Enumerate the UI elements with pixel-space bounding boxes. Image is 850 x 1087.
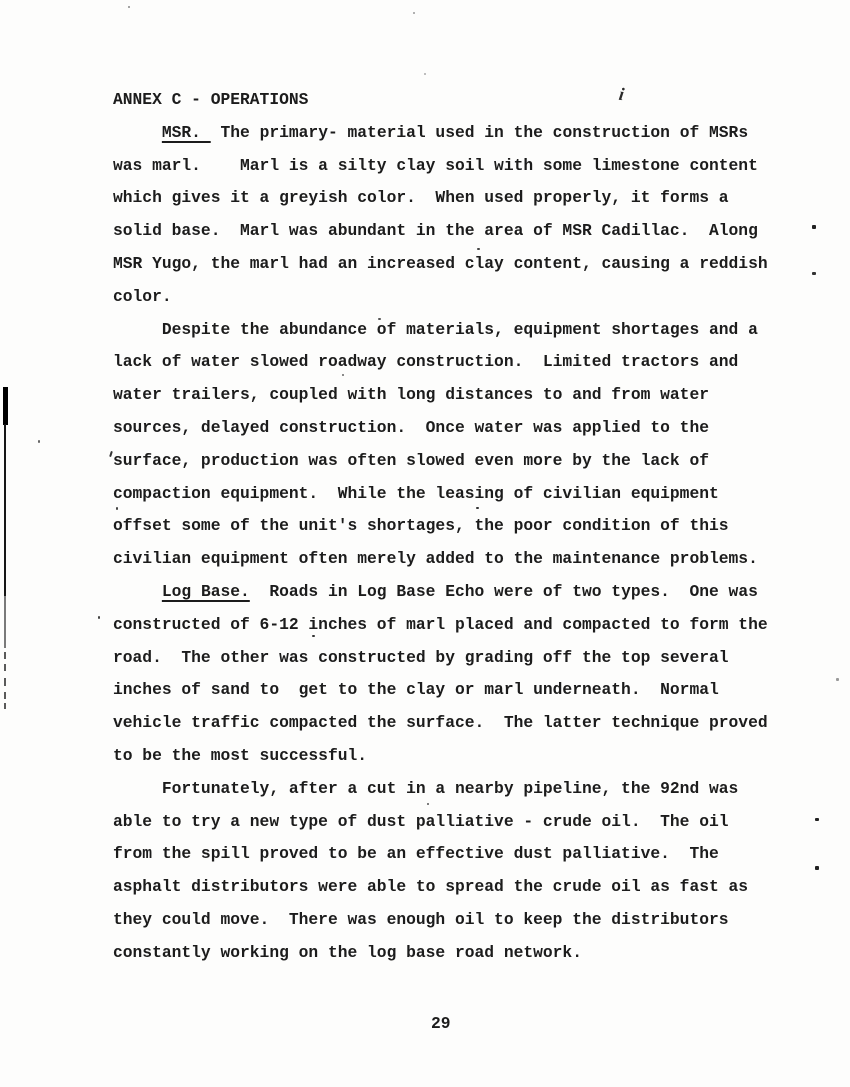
line-text [113,123,162,142]
line-text: asphalt distributors were able to spread the crude oil as fast as [113,877,749,897]
text-line [113,543,768,576]
text-line [113,510,768,543]
scan-speck [98,616,100,619]
annex-heading: ANNEX C - OPERATIONS [113,90,309,109]
line-text: able to try a new type of dust palliative - crude oil. The oil [113,811,729,831]
line-text: solid base. Marl was abundant in the area of MSR Cadillac. Along [113,221,758,241]
line-text: The primary- material used in the construction of MSRs [210,122,749,142]
line-text: sources, delayed construction. Once water was applied to the [113,417,709,437]
line-text [113,582,162,601]
text-line [113,609,768,642]
text-line [113,871,768,904]
text-line [113,773,768,806]
document-text-block [113,84,768,970]
scan-speck [427,803,429,805]
line-text: they could move. There was enough oil to keep the distributors [113,909,729,929]
scan-speck [424,73,426,75]
text-line [113,838,768,871]
text-line [113,576,768,609]
handwritten-margin-mark: i [617,83,626,105]
line-text: Fortunately, after a cut in a nearby pipeline, the 92nd was [113,778,739,798]
line-text: Roads in Log Base Echo were of two types. One was [249,581,758,601]
line-text: civilian equipment often merely added to the maintenance problems. [113,549,758,569]
line-text: from the spill proved to be an effective dust palliative. The [113,844,719,864]
text-line [113,215,768,248]
line-text: Despite the abundance of materials, equipment shortages and a [113,319,758,339]
scan-speck [128,6,130,8]
text-line [113,937,768,970]
text-line [113,806,768,839]
scan-speck [815,818,819,821]
scan-speck [836,678,839,681]
line-text: road. The other was constructed by grading off the top several [113,647,729,667]
scan-speck [378,318,381,320]
page-number: 29 [431,1014,451,1033]
line-text: surface, production was often slowed even more by the lack of [113,450,709,470]
line-text: compaction equipment. While the leasing of civilian equipment [113,483,719,503]
underlined-lead: MSR. [161,122,211,142]
line-text: offset some of the unit's shortages, the poor condition of this [113,516,729,536]
scan-edge-dash [4,692,6,699]
line-text: MSR Yugo, the marl had an increased clay content, causing a reddish [113,253,768,273]
text-line [113,707,768,740]
line-text: lack of water slowed roadway construction. Limited tractors and [113,352,739,372]
text-line [113,281,768,314]
scan-speck [812,225,816,229]
line-text: constructed of 6-12 inches of marl placed and compacted to form the [113,614,768,634]
text-line [113,445,768,478]
text-line [113,412,768,445]
text-line [113,346,768,379]
line-text: color. [113,286,172,306]
text-line [113,314,768,347]
scan-edge-dash [4,652,6,659]
scan-edge-dash [4,703,6,709]
line-text: water trailers, coupled with long distances to and from water [113,385,709,405]
scan-edge-line [4,424,6,596]
scan-speck [342,374,344,376]
line-text: inches of sand to get to the clay or marl underneath. Normal [113,680,719,700]
line-text: which gives it a greyish color. When used properly, it forms a [113,188,729,208]
scan-speck [812,272,816,275]
text-line [113,904,768,937]
scan-speck [312,635,315,637]
text-line [113,117,768,150]
scan-speck [116,507,118,510]
scan-speck [413,12,415,14]
text-line [113,642,768,675]
text-line [113,150,768,183]
scan-edge-line-faint [4,596,6,648]
scan-speck [38,440,40,443]
scan-speck [477,248,480,250]
line-text: was marl. Marl is a silty clay soil with some limestone content [113,155,758,175]
text-line [113,248,768,281]
scan-speck [815,866,819,870]
body-text [113,117,768,970]
scan-edge-bar [3,387,8,425]
scan-edge-dash [4,678,6,686]
text-line [113,379,768,412]
underlined-lead: Log Base. [161,581,250,601]
text-line [113,740,768,773]
scan-edge-dash [4,664,6,671]
line-text: to be the most successful. [113,745,368,765]
text-line [113,478,768,511]
text-line [113,182,768,215]
text-line [113,674,768,707]
scan-speck [476,507,479,509]
line-text: constantly working on the log base road network. [113,942,582,962]
line-text: vehicle traffic compacted the surface. The latter technique proved [113,713,768,733]
